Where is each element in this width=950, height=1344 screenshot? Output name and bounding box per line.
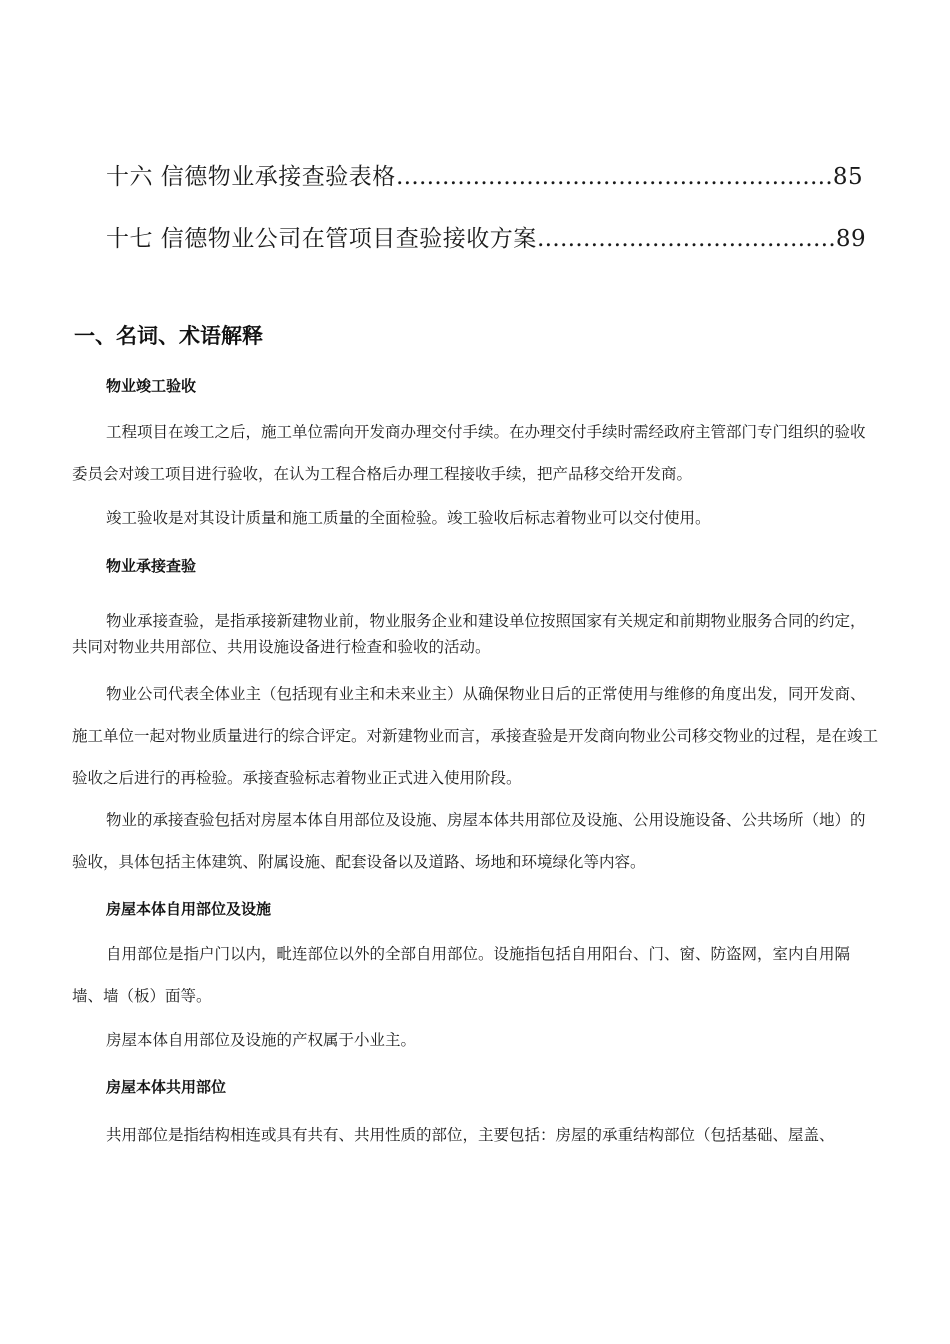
term-paragraph: 自用部位是指户门以内，毗连部位以外的全部自用部位。设施指包括自用阳台、门、窗、防盗网，室内自用隔墙、墙（板）面等。 (72, 945, 851, 1005)
term-paragraph: 房屋本体自用部位及设施的产权属于小业主。 (106, 1031, 417, 1049)
term-paragraph: 竣工验收是对其设计质量和施工质量的全面检验。竣工验收后标志着物业可以交付使用。 (106, 509, 711, 527)
term-paragraph: 物业公司代表全体业主（包括现有业主和未来业主）从确保物业日后的正常使用与维修的角度出发，同开发商、施工单位一起对物业质量进行的综合评定。对新建物业而言，承接查验是开发商向物业公司移交物业的过程，是在竣工验收之后进行的再检验。承接查验标志着物业正式进入使用阶段。 (72, 685, 879, 787)
toc-entry-17[interactable] (106, 220, 866, 253)
toc-leader-dots: ………………………………… (536, 226, 836, 252)
toc-leader-dots: ………………………………………………… (395, 164, 833, 190)
toc-entry-16[interactable] (106, 158, 863, 191)
term-title-completion-acceptance: 物业竣工验收 (106, 377, 197, 395)
toc-entry-label: 十六 信德物业承接查验表格 (106, 164, 396, 190)
toc-page-number: 89 (835, 226, 867, 252)
term-paragraph: 工程项目在竣工之后，施工单位需向开发商办理交付手续。在办理交付手续时需经政府主管部门专门组织的验收委员会对竣工项目进行验收，在认为工程合格后办理工程接收手续，把产品移交给开发商。 (72, 423, 866, 483)
section-title: 一、名词、术语解释 (74, 324, 263, 348)
term-paragraph: 物业承接查验，是指承接新建物业前，物业服务企业和建设单位按照国家有关规定和前期物业服务合同的约定，共同对物业共用部位、共用设施设备进行检查和验收的活动。 (72, 612, 866, 656)
term-paragraph: 共用部位是指结构相连或具有共有、共用性质的部位，主要包括：房屋的承重结构部位（包括基础、屋盖、 (106, 1126, 835, 1144)
term-paragraph: 物业的承接查验包括对房屋本体自用部位及设施、房屋本体共用部位及设施、公用设施设备、公共场所（地）的验收，具体包括主体建筑、附属设施、配套设备以及道路、场地和环境绿化等内容。 (72, 811, 866, 871)
term-title-private-parts: 房屋本体自用部位及设施 (106, 900, 272, 918)
toc-entry-label: 十七 信德物业公司在管项目查验接收方案 (106, 226, 537, 252)
toc-page-number: 85 (832, 164, 864, 190)
term-title-common-parts: 房屋本体共用部位 (106, 1078, 227, 1096)
term-title-takeover-inspection: 物业承接查验 (106, 557, 197, 575)
